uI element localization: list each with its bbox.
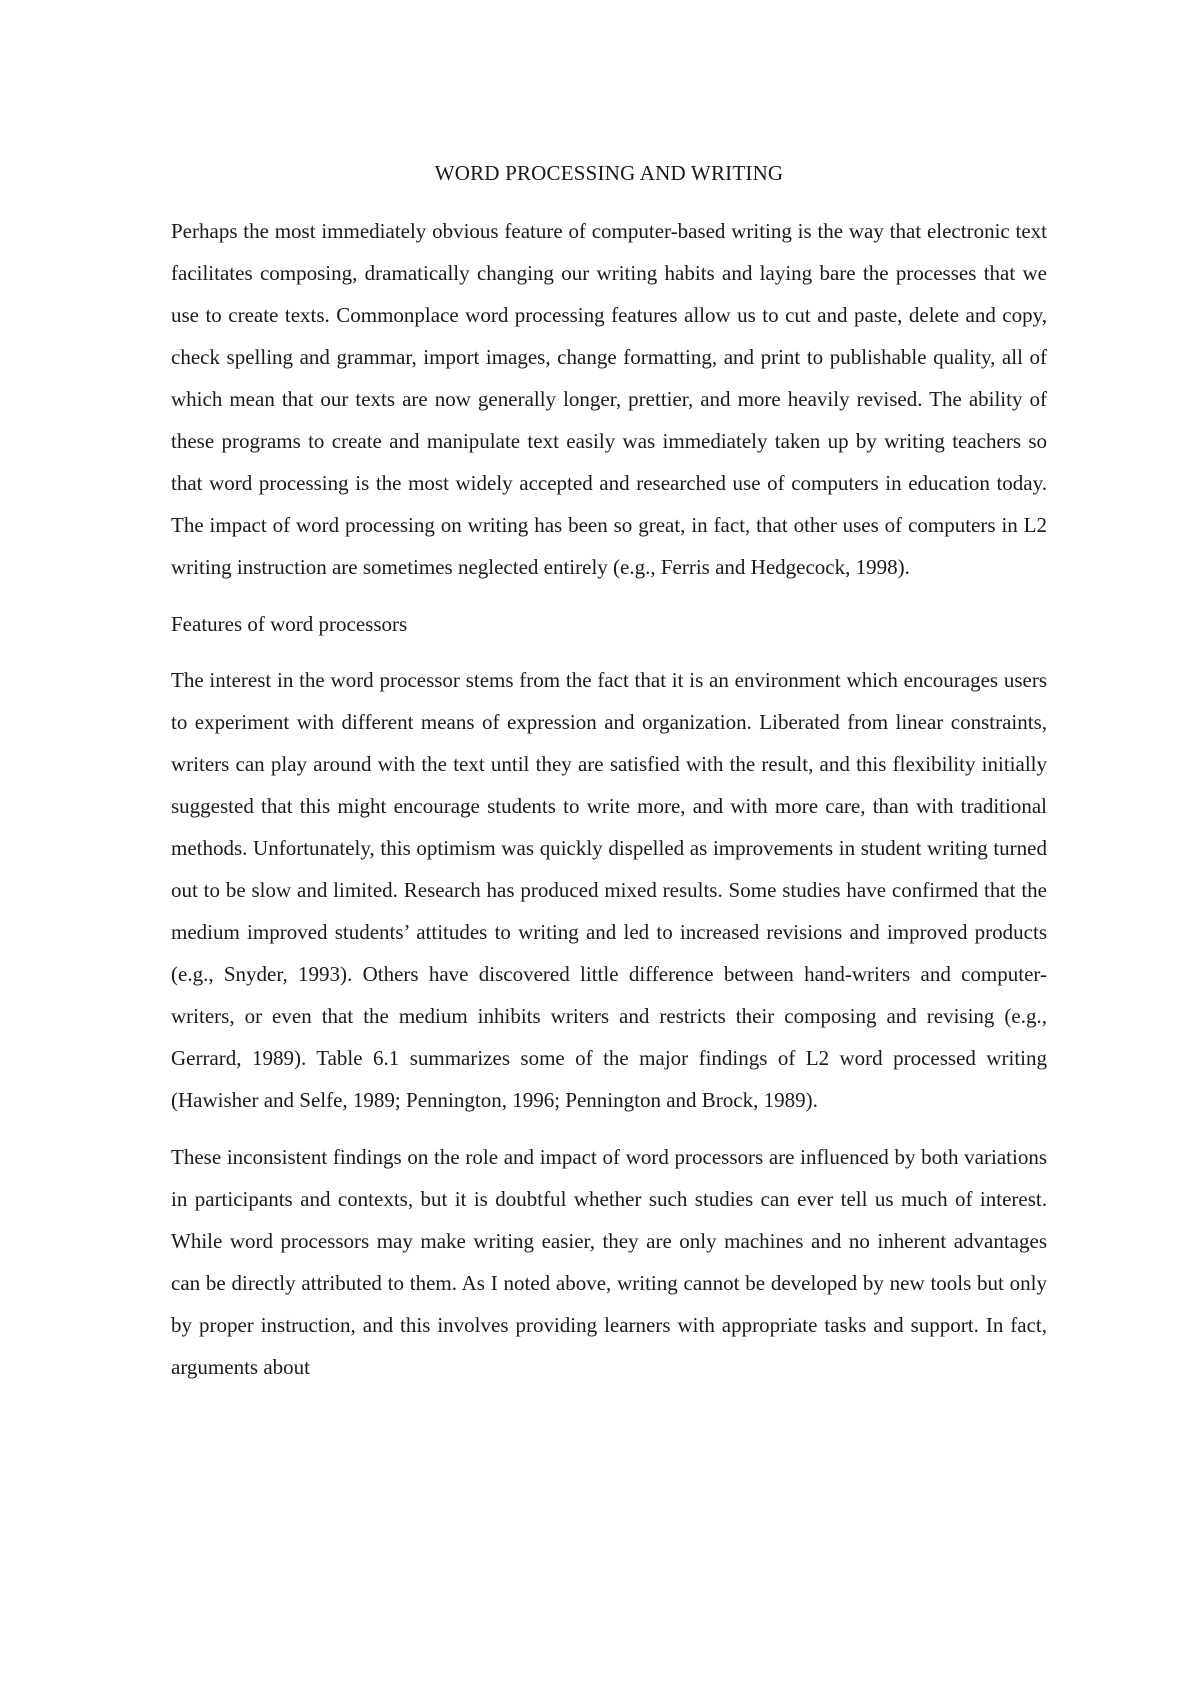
document-body [171,158,1047,1403]
paragraph-features: The interest in the word processor stems from the fact that it is an environment which encourages users to experiment with different means of expression and organization. Liberated from linear constraints, writers can play around with the text until they are satisfied with the result, and this flexibility initially suggested that this might encourage students to write more, and with more care, than with traditional methods. Unfortunately, this optimism was quickly dispelled as improvements in student writing turned out to be slow and limited. Research has produced mixed results. Some studies have confirmed that the medium improved students’ attitudes to writing and led to increased revisions and improved products (e.g., Snyder, 1993). Others have discovered little difference between hand-writers and computer-writers, or even that the medium inhibits writers and restricts their composing and revising (e.g., Gerrard, 1989). Table 6.1 summarizes some of the major findings of L2 word processed writing (Hawisher and Selfe, 1989; Pennington, 1996; Pennington and Brock, 1989). [171,668,1047,1112]
paragraph-intro: Perhaps the most immediately obvious feature of computer-based writing is the way that electronic text facilitates composing, dramatically changing our writing habits and laying bare the processes that we use to create texts. Commonplace word processing features allow us to cut and paste, delete and copy, check spelling and grammar, import images, change formatting, and print to publishable quality, all of which mean that our texts are now generally longer, prettier, and more heavily revised. The ability of these programs to create and manipulate text easily was immediately taken up by writing teachers so that word processing is the most widely accepted and researched use of computers in education today. The impact of word processing on writing has been so great, in fact, that other uses of computers in L2 writing instruction are sometimes neglected entirely (e.g., Ferris and Hedgecock, 1998). [171,219,1047,579]
paragraph-findings: These inconsistent findings on the role and impact of word processors are influenced by both variations in participants and contexts, but it is doubtful whether such studies can ever tell us much of interest. While word processors may make writing easier, they are only machines and no inherent advantages can be directly attributed to them. As I noted above, writing cannot be developed by new tools but only by proper instruction, and this involves providing learners with appropriate tasks and support. In fact, arguments about [171,1145,1047,1379]
section-heading: Features of word processors [171,612,408,636]
document-title: WORD PROCESSING AND WRITING [434,161,784,185]
